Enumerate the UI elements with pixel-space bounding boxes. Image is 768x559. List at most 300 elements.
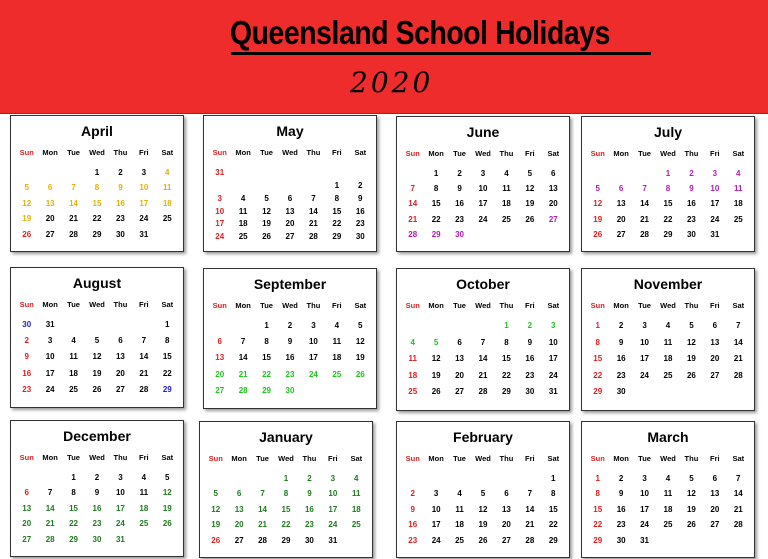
day-cell: 1 [665,169,671,178]
day-cell: 14 [733,337,743,347]
weekday-header: Thu [113,300,128,309]
day-cell: 25 [663,520,673,530]
day-cell: 22 [663,214,673,224]
day-cell: 12 [162,488,172,498]
weekday-header: Mon [231,454,247,463]
day-cell: 6 [551,169,556,178]
weekday-header: Sat [161,453,174,462]
weekday-header: Mon [613,301,629,310]
month-january [199,421,373,558]
weekday-header: Fri [139,453,149,462]
day-cell: 10 [115,488,125,498]
weekday-header: Sun [212,148,227,157]
day-cell: 2 [618,321,624,330]
day-cell: 21 [308,219,318,229]
day-cell: 11 [502,184,511,194]
page-title: Queensland School Holidays [230,14,610,51]
day-cell: 21 [733,504,743,514]
day-cell: 30 [455,229,465,239]
day-cell: 28 [640,229,650,239]
day-cell: 3 [642,474,647,483]
day-cell: 30 [92,534,102,544]
day-cell: 3 [217,193,222,203]
day-cell: 24 [308,369,318,379]
day-cell: 17 [45,368,55,378]
day-cell: 6 [24,488,29,498]
weekday-header: Thu [302,454,317,463]
day-cell: 12 [92,352,102,362]
day-cell: 8 [595,337,600,347]
weekday-header: Sun [212,301,227,310]
day-cell: 18 [238,219,248,229]
day-cell: 30 [304,535,314,545]
day-cell: 1 [71,473,76,482]
weekday-header: Sun [208,454,223,463]
month-name: April [81,123,113,139]
day-cell: 26 [593,229,603,239]
day-cell: 5 [433,337,439,347]
day-cell: 24 [139,214,149,224]
day-cell: 28 [478,387,488,397]
weekday-header: Tue [256,454,269,463]
day-cell: 26 [355,369,365,379]
day-cell: 19 [686,504,696,514]
weekday-header: Wed [89,453,105,462]
day-cell: 23 [408,535,418,545]
day-cell: 15 [663,199,673,209]
day-cell: 8 [334,193,340,203]
day-cell: 25 [408,387,418,397]
day-cell: 18 [501,199,511,209]
day-cell: 18 [455,520,465,530]
day-cell: 28 [258,535,268,545]
day-cell: 8 [283,489,289,499]
month-name: August [72,275,122,291]
month-name: July [653,124,682,140]
day-cell: 2 [287,321,293,330]
day-cell: 3 [118,473,123,482]
day-cell: 23 [92,519,102,529]
day-cell: 14 [258,504,268,514]
day-cell: 10 [328,489,338,499]
day-cell: 29 [262,385,272,395]
weekday-header: Sun [405,149,420,158]
day-cell: 9 [24,352,29,362]
weekday-header: Wed [278,454,294,463]
day-cell: 19 [355,353,365,363]
day-cell: 15 [548,504,558,514]
weekday-header: Wed [660,149,676,158]
day-cell: 17 [215,219,225,229]
month-july [581,116,755,252]
weekday-header: Fri [328,454,338,463]
weekday-header: Thu [499,301,514,310]
day-cell: 11 [663,337,673,347]
day-cell: 19 [162,503,172,513]
day-cell: 5 [94,336,100,346]
day-cell: 1 [595,474,600,483]
day-cell: 18 [663,504,673,514]
day-cell: 25 [332,369,342,379]
day-cell: 9 [118,183,123,193]
day-cell: 16 [455,199,465,209]
day-cell: 1 [551,474,556,483]
day-cell: 26 [525,214,535,224]
day-cell: 13 [710,337,720,347]
weekday-header: Sun [405,301,420,310]
day-cell: 28 [69,229,79,239]
day-cell: 29 [663,229,673,239]
year-label: 2020 [350,66,434,99]
day-cell: 8 [665,184,671,194]
day-cell: 1 [433,169,439,178]
day-cell: 22 [431,214,441,224]
day-cell: 23 [22,384,32,394]
day-cell: 19 [211,520,221,530]
day-cell: 2 [358,180,363,190]
day-cell: 29 [431,229,441,239]
day-cell: 27 [234,535,244,545]
day-cell: 28 [733,370,743,380]
day-cell: 29 [69,534,79,544]
month-name: October [456,276,510,292]
day-cell: 8 [71,488,76,498]
day-cell: 7 [47,488,53,498]
day-cell: 5 [213,489,218,499]
day-cell: 20 [455,370,465,380]
day-cell: 28 [45,534,55,544]
day-cell: 1 [165,320,170,329]
day-cell: 11 [332,337,342,347]
day-cell: 21 [478,370,488,380]
day-cell: 26 [686,520,696,530]
day-cell: 5 [689,321,694,330]
day-cell: 30 [285,385,295,395]
day-cell: 4 [240,193,246,203]
weekday-header: Sat [350,454,363,463]
day-cell: 16 [408,520,418,530]
weekday-header: Fri [710,149,720,158]
day-cell: 13 [45,198,55,208]
day-cell: 18 [351,504,361,514]
weekday-header: Mon [235,301,251,310]
day-cell: 4 [457,489,462,499]
day-cell: 27 [115,384,125,394]
day-cell: 15 [69,503,79,513]
day-cell: 3 [480,169,486,178]
day-cell: 4 [141,473,147,482]
day-cell: 20 [45,214,55,224]
day-cell: 7 [141,336,147,346]
day-cell: 29 [332,232,342,242]
weekday-header: Fri [525,149,535,158]
day-cell: 31 [328,535,338,545]
day-cell: 30 [525,387,535,397]
day-cell: 1 [595,321,600,330]
day-cell: 7 [410,184,415,194]
month-february [396,421,570,558]
title-banner [0,0,768,114]
day-cell: 19 [22,214,32,224]
day-cell: 20 [215,369,225,379]
day-cell: 28 [525,535,535,545]
weekday-header: Wed [475,301,491,310]
day-cell: 11 [163,183,172,193]
month-name: December [63,428,131,444]
day-cell: 31 [548,387,558,397]
day-cell: 28 [733,520,743,530]
month-march [581,421,755,558]
day-cell: 8 [165,336,170,346]
day-cell: 6 [457,337,462,347]
day-cell: 15 [162,352,172,362]
day-cell: 10 [478,184,488,194]
day-cell: 26 [162,519,172,529]
day-cell: 3 [712,169,718,178]
day-cell: 14 [238,353,248,363]
day-cell: 23 [285,369,295,379]
day-cell: 12 [22,198,32,208]
day-cell: 13 [22,503,32,513]
day-cell: 30 [115,229,125,239]
day-cell: 24 [45,384,55,394]
day-cell: 24 [478,214,488,224]
day-cell: 1 [334,180,340,190]
day-cell: 15 [593,504,603,514]
day-cell: 13 [115,352,125,362]
day-cell: 16 [616,504,626,514]
day-cell: 14 [69,198,79,208]
day-cell: 12 [431,354,441,364]
weekday-header: Tue [260,301,273,310]
day-cell: 14 [45,503,55,513]
month-name: March [647,429,689,445]
day-cell: 7 [240,337,246,347]
day-cell: 24 [710,214,720,224]
day-cell: 25 [238,232,248,242]
day-cell: 14 [525,504,535,514]
day-cell: 20 [616,214,626,224]
day-cell: 31 [139,229,149,239]
day-cell: 19 [92,368,102,378]
day-cell: 22 [281,520,291,530]
day-cell: 5 [358,321,363,330]
day-cell: 17 [139,198,149,208]
weekday-header: Sat [732,301,745,310]
day-cell: 13 [710,489,720,499]
day-cell: 25 [501,214,511,224]
day-cell: 2 [457,169,462,178]
day-cell: 17 [431,520,441,530]
day-cell: 26 [22,229,32,239]
day-cell: 25 [733,214,743,224]
day-cell: 14 [733,489,743,499]
day-cell: 16 [115,198,125,208]
day-cell: 24 [115,519,125,529]
month-name: September [253,276,327,292]
day-cell: 10 [640,337,650,347]
day-cell: 27 [616,229,626,239]
day-cell: 4 [504,169,509,178]
day-cell: 23 [355,219,365,229]
day-cell: 7 [311,193,316,203]
day-cell: 6 [504,489,509,499]
day-cell: 28 [308,232,318,242]
day-cell: 15 [92,198,102,208]
day-cell: 8 [551,489,556,499]
day-cell: 1 [264,321,269,330]
day-cell: 17 [640,504,650,514]
day-cell: 18 [69,368,79,378]
day-cell: 5 [165,473,170,482]
month-november [581,268,755,411]
day-cell: 2 [618,474,624,483]
day-cell: 29 [593,387,603,397]
day-cell: 13 [234,504,244,514]
day-cell: 31 [215,168,225,177]
day-cell: 14 [139,352,149,362]
day-cell: 2 [118,168,123,177]
day-cell: 11 [455,504,464,514]
day-cell: 26 [431,387,441,397]
day-cell: 24 [640,520,650,530]
month-december [10,420,184,557]
weekday-header: Wed [660,454,676,463]
day-cell: 12 [686,489,696,499]
day-cell: 21 [69,214,79,224]
weekday-header: Sun [19,300,34,309]
weekday-header: Mon [428,454,444,463]
day-cell: 28 [139,384,149,394]
day-cell: 26 [211,535,221,545]
month-september [203,268,377,409]
day-cell: 5 [480,489,486,499]
day-cell: 20 [501,520,511,530]
weekday-header: Tue [67,300,80,309]
day-cell: 31 [45,320,55,329]
weekday-header: Tue [638,454,651,463]
day-cell: 10 [45,352,55,362]
day-cell: 11 [139,488,149,498]
day-cell: 17 [640,354,650,364]
day-cell: 22 [593,520,603,530]
weekday-header: Thu [306,301,321,310]
day-cell: 15 [593,354,603,364]
day-cell: 31 [115,534,125,544]
day-cell: 29 [92,229,102,239]
weekday-header: Sun [19,148,34,157]
weekday-header: Wed [89,148,105,157]
day-cell: 5 [689,474,694,483]
day-cell: 2 [24,336,29,346]
day-cell: 8 [264,337,269,347]
weekday-header: Sat [547,454,560,463]
day-cell: 4 [165,168,170,177]
day-cell: 15 [431,199,441,209]
day-cell: 7 [71,183,76,193]
day-cell: 16 [92,503,102,513]
day-cell: 7 [736,321,741,330]
day-cell: 8 [504,337,509,347]
weekday-header: Fri [525,454,535,463]
day-cell: 10 [431,504,441,514]
day-cell: 10 [710,184,720,194]
day-cell: 25 [455,535,465,545]
day-cell: 15 [501,354,511,364]
day-cell: 5 [527,169,533,178]
day-cell: 25 [351,520,361,530]
day-cell: 29 [593,535,603,545]
day-cell: 27 [455,387,465,397]
month-name: June [466,124,500,140]
day-cell: 20 [710,354,720,364]
day-cell: 12 [211,504,221,514]
day-cell: 29 [501,387,511,397]
day-cell: 6 [47,183,53,193]
day-cell: 22 [262,369,272,379]
weekday-header: Fri [139,148,149,157]
weekday-header: Wed [282,301,298,310]
day-cell: 8 [94,183,100,193]
day-cell: 15 [332,206,342,216]
day-cell: 3 [551,321,556,330]
day-cell: 13 [215,353,225,363]
day-cell: 9 [94,488,100,498]
day-cell: 24 [328,520,338,530]
weekday-header: Tue [67,148,80,157]
day-cell: 22 [162,368,172,378]
day-cell: 30 [616,535,626,545]
day-cell: 26 [478,535,488,545]
day-cell: 23 [686,214,696,224]
day-cell: 6 [217,337,222,347]
day-cell: 23 [115,214,125,224]
day-cell: 27 [22,534,32,544]
weekday-header: Sat [547,149,560,158]
weekday-header: Mon [42,148,58,157]
day-cell: 14 [308,206,318,216]
day-cell: 21 [408,214,418,224]
day-cell: 27 [45,229,55,239]
day-cell: 24 [548,370,558,380]
day-cell: 21 [258,520,268,530]
weekday-header: Wed [475,454,491,463]
day-cell: 3 [141,168,147,177]
day-cell: 22 [69,519,79,529]
day-cell: 10 [548,337,558,347]
day-cell: 21 [525,520,535,530]
month-name: November [633,276,703,292]
day-cell: 13 [548,184,558,194]
month-october [396,268,570,411]
day-cell: 3 [47,336,53,346]
day-cell: 8 [433,184,439,194]
day-cell: 21 [640,214,650,224]
day-cell: 6 [712,474,718,483]
day-cell: 4 [665,474,671,483]
weekday-header: Wed [282,148,298,157]
day-cell: 6 [118,336,123,346]
day-cell: 12 [355,337,365,347]
day-cell: 26 [92,384,102,394]
weekday-header: Sun [590,149,605,158]
weekday-header: Fri [332,148,342,157]
weekday-header: Tue [638,149,651,158]
day-cell: 15 [281,504,291,514]
day-cell: 2 [689,169,694,178]
day-cell: 18 [733,199,743,209]
weekday-header: Sat [161,148,174,157]
